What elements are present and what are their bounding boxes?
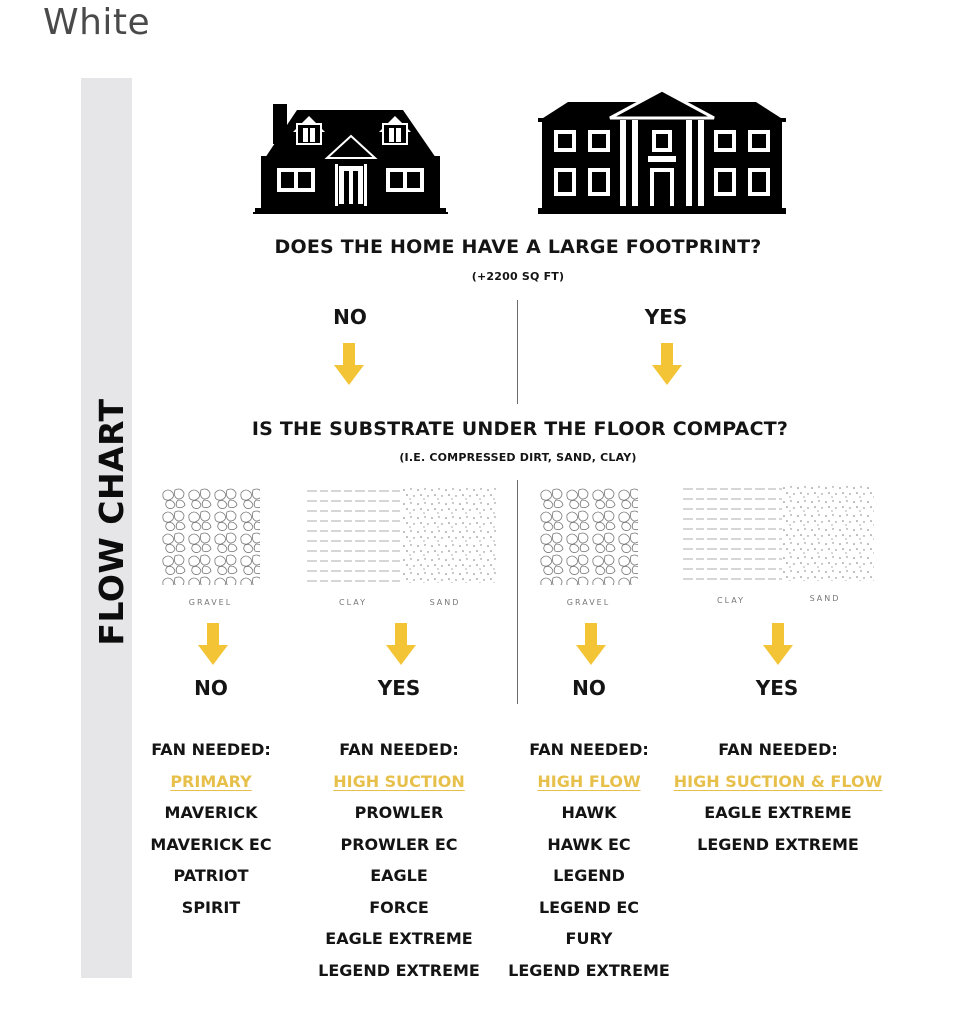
result-column-high-suction-flow	[668, 734, 888, 860]
upper-divider	[517, 300, 518, 404]
fan-model: FURY	[565, 929, 613, 948]
gravel-texture-icon	[161, 487, 260, 585]
fan-model: MAVERICK	[164, 803, 258, 822]
clay-label: CLAY	[339, 598, 367, 607]
arrow-down-icon	[652, 343, 682, 385]
gravel-texture-icon	[539, 487, 638, 585]
fan-model: LEGEND EXTREME	[697, 834, 859, 854]
fan-model: LEGEND EXTREME	[508, 960, 670, 980]
fan-category: HIGH SUCTION & FLOW	[673, 771, 883, 791]
fan-model: EAGLE EXTREME	[704, 803, 852, 822]
arrow-down-icon	[576, 623, 606, 665]
fan-needed-heading: FAN NEEDED:	[529, 740, 649, 759]
arrow-down-icon	[198, 623, 228, 665]
result-column-high-suction	[304, 734, 494, 986]
fan-model: PATRIOT	[173, 866, 249, 885]
clay-label: CLAY	[717, 596, 745, 605]
fan-category: PRIMARY	[170, 771, 252, 791]
fan-needed-heading: FAN NEEDED:	[339, 740, 459, 759]
flow-chart-label: FLOW CHART	[92, 398, 131, 646]
arrow-down-icon	[386, 623, 416, 665]
fan-model: FORCE	[369, 897, 429, 917]
large-house-icon	[538, 88, 786, 216]
fan-model: EAGLE	[370, 866, 428, 885]
gravel-label: GRAVEL	[566, 598, 611, 607]
sand-label: SAND	[809, 594, 841, 603]
clay-texture-icon	[306, 487, 402, 583]
substrate-answer: NO	[572, 676, 606, 700]
fan-model: LEGEND EC	[538, 897, 640, 917]
footprint-answer-yes: YES	[644, 305, 688, 329]
fan-model: HAWK EC	[547, 834, 631, 854]
footprint-question: DOES THE HOME HAVE A LARGE FOOTPRINT?	[274, 236, 762, 258]
small-house-icon	[253, 100, 448, 215]
footprint-answer-no: NO	[333, 305, 367, 329]
result-column-primary	[116, 734, 306, 923]
fan-model: LEGEND	[553, 866, 625, 885]
fan-category: HIGH FLOW	[537, 771, 641, 791]
substrate-answer: YES	[755, 676, 799, 700]
fan-model: LEGEND EXTREME	[318, 960, 480, 980]
substrate-answer: YES	[377, 676, 421, 700]
fan-needed-heading: FAN NEEDED:	[151, 740, 271, 759]
fan-model: PROWLER	[354, 803, 444, 822]
arrow-down-icon	[334, 343, 364, 385]
fan-model: SPIRIT	[181, 897, 241, 917]
fan-model: MAVERICK EC	[150, 834, 272, 854]
footprint-question-subtext: (+2200 SQ FT)	[471, 270, 565, 283]
gravel-label: GRAVEL	[188, 598, 233, 607]
clay-texture-icon	[682, 485, 782, 581]
fan-needed-heading: FAN NEEDED:	[718, 740, 838, 759]
lower-divider	[517, 480, 518, 704]
result-column-high-flow	[494, 734, 684, 986]
substrate-answer: NO	[194, 676, 228, 700]
fan-model: PROWLER EC	[340, 834, 458, 854]
fan-category: HIGH SUCTION	[333, 771, 465, 791]
fan-model: HAWK	[561, 803, 617, 822]
page-title: White	[43, 2, 151, 43]
substrate-question-subtext: (I.E. COMPRESSED DIRT, SAND, CLAY)	[399, 451, 637, 464]
fan-model: EAGLE EXTREME	[325, 929, 473, 948]
sand-label: SAND	[429, 598, 461, 607]
sand-texture-icon	[402, 487, 496, 583]
arrow-down-icon	[763, 623, 793, 665]
sand-texture-icon	[782, 485, 874, 581]
substrate-question: IS THE SUBSTRATE UNDER THE FLOOR COMPACT?	[251, 418, 789, 440]
